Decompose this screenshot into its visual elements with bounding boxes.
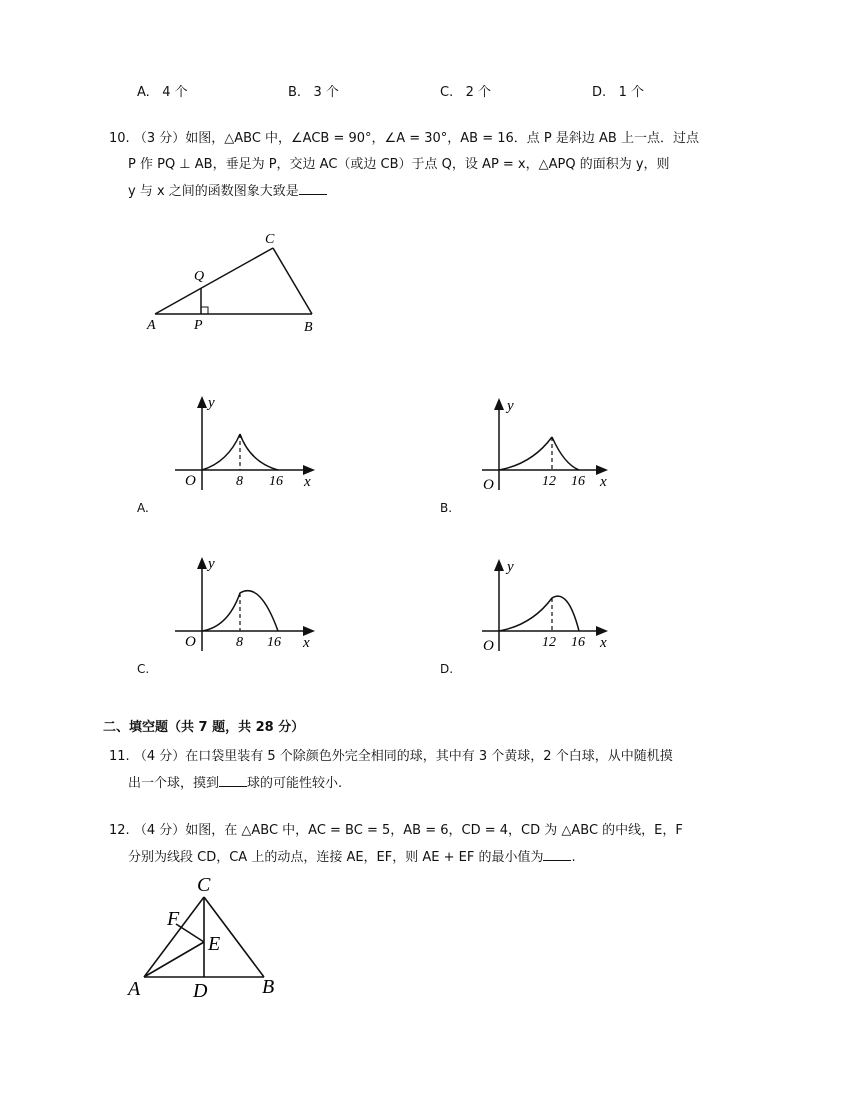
y-arrow-icon <box>494 398 504 410</box>
label-d: D <box>193 980 208 1002</box>
q11-text-line2a: 出一个球，摸到 <box>128 776 220 791</box>
q10-line1 <box>109 126 699 152</box>
q12-number: 12. <box>109 823 130 838</box>
y-arrow-icon <box>494 559 504 571</box>
tick-label: 12 <box>542 474 556 489</box>
q12-triangle-figure <box>120 872 290 1002</box>
q11-line2 <box>128 771 342 797</box>
graph-option-d <box>470 553 630 653</box>
q11-number: 11. <box>109 749 130 764</box>
prev-option-d: D. 1 个 <box>592 85 644 100</box>
q10-line3 <box>128 179 327 205</box>
label-q: Q <box>194 269 205 284</box>
option-d-letter: D. <box>440 662 454 676</box>
option-c-letter: C. <box>137 662 150 676</box>
x-axis-label: x <box>304 474 311 490</box>
label-a: A <box>147 318 156 333</box>
curve <box>499 596 579 631</box>
q10-score: （3 分） <box>133 131 186 146</box>
prev-option-a: A. 4 个 <box>137 85 188 100</box>
graph-option-c <box>170 553 330 653</box>
q10-text-line3: y 与 x 之间的函数图象大致是 <box>128 184 299 199</box>
q12-score: （4 分） <box>133 823 186 838</box>
label-a: A <box>128 978 141 1000</box>
prev-option-b: B. 3 个 <box>288 85 339 100</box>
origin-label: O <box>483 477 494 492</box>
segment-ae <box>144 942 204 977</box>
tick-label: 8 <box>236 474 243 489</box>
q10-answer-blank <box>299 180 327 195</box>
label-b: B <box>262 976 275 998</box>
origin-label: O <box>185 473 196 489</box>
x-axis-label: x <box>303 635 310 651</box>
curve-fall <box>240 434 278 470</box>
y-axis-label: y <box>507 559 514 575</box>
q12-text-line2a: 分别为线段 CD，CA 上的动点，连接 AE，EF，则 AE + EF 的最小值为 <box>128 850 544 865</box>
curve-rise <box>499 437 552 470</box>
label-c: C <box>197 874 211 896</box>
section-2-title: 二、填空题（共 7 题，共 28 分） <box>103 720 305 735</box>
y-axis-label: y <box>507 398 514 414</box>
label-b: B <box>304 320 313 335</box>
option-b-letter: B. <box>440 501 453 515</box>
q12-text-line2b: . <box>571 850 576 865</box>
label-f: F <box>167 908 180 930</box>
y-arrow-icon <box>197 396 207 408</box>
q12-line2 <box>128 845 576 871</box>
label-c: C <box>265 232 275 247</box>
q10-text-line2: P 作 PQ ⊥ AB，垂足为 P，交边 AC（或边 CB）于点 Q，设 AP = x，△APQ 的面积为 y，则 <box>128 157 670 172</box>
curve-rise <box>202 434 240 470</box>
x-axis-label: x <box>600 474 607 490</box>
q11-text-line1: 在口袋里装有 5 个除颜色外完全相同的球，其中有 3 个黄球，2 个白球，从中随机摸 <box>185 749 673 764</box>
tick-label: 12 <box>542 635 556 650</box>
side-ac <box>155 248 273 314</box>
q11-line1 <box>109 744 673 770</box>
q10-triangle-figure <box>140 226 340 338</box>
segment-ef <box>176 924 204 942</box>
tick-label: 16 <box>267 635 281 650</box>
q12-line1 <box>109 818 683 844</box>
q12-text-line1: 如图，在 △ABC 中，AC = BC = 5，AB = 6，CD = 4，CD 为 △ABC 的中线，E，F <box>185 823 683 838</box>
tick-label: 16 <box>269 474 283 489</box>
graph-option-a <box>170 392 330 492</box>
graph-option-b <box>470 392 630 492</box>
curve-fall <box>552 437 579 470</box>
tick-label: 16 <box>571 635 585 650</box>
option-a-letter: A. <box>137 501 149 515</box>
q12-answer-blank <box>543 846 571 861</box>
tick-label: 8 <box>236 635 243 650</box>
label-e: E <box>208 933 221 955</box>
x-axis-label: x <box>600 635 607 651</box>
origin-label: O <box>185 634 196 650</box>
q10-text-line1: 如图，△ABC 中，∠ACB = 90°，∠A = 30°，AB = 16．点 P 是斜边 AB 上一点．过点 <box>185 131 699 146</box>
y-axis-label: y <box>208 395 215 411</box>
right-angle-mark <box>201 307 208 314</box>
y-arrow-icon <box>197 557 207 569</box>
prev-option-c: C. 2 个 <box>440 85 492 100</box>
y-axis-label: y <box>208 556 215 572</box>
tick-label: 16 <box>571 474 585 489</box>
label-p: P <box>194 318 203 333</box>
q11-answer-blank <box>219 772 247 787</box>
side-cb <box>273 248 312 314</box>
q10-number: 10. <box>109 131 130 146</box>
origin-label: O <box>483 638 494 653</box>
q11-text-line2b: 球的可能性较小. <box>247 776 343 791</box>
q11-score: （4 分） <box>133 749 186 764</box>
